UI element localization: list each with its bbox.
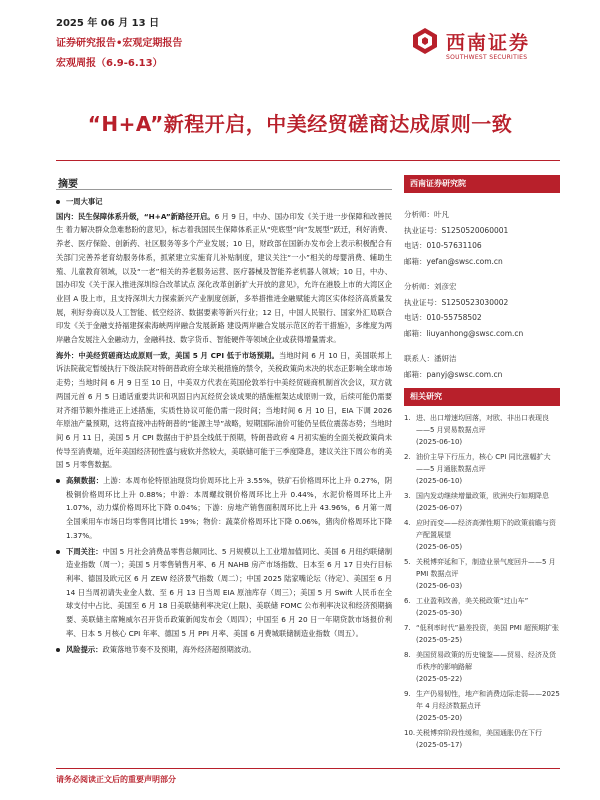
analyst-email[interactable]: 邮箱：liuyanhong@swsc.com.cn [404, 328, 524, 338]
section-next-week [66, 545, 392, 641]
related-item-title: 关税博弈阶段性缓和，美国通胀仍在下行 [416, 729, 542, 737]
related-item-number: 1. [404, 414, 411, 422]
related-item-number: 3. [404, 492, 411, 500]
section-heading: 高频数据： [66, 476, 104, 486]
related-research-item[interactable] [404, 490, 560, 514]
paragraph-text: 6 月 9 日，中办、国办印发《关于进一步保障和改善民生 着力解决群众急难愁盼的意见》，标志着我国民生保障体系正从“兜底型”向“发展型”跃迁，利好消费、养老、医疗保险、创新药、社区服务等多个产业发展；10 日，财政部在国新办发布会上表示积极配合有关部门完善养老育幼服务体系，抓紧建立实施育儿补贴制度，建议关注“一小”相关的母婴消费、辅助生殖、儿童教育领域，以及“一老”相关的养老服务运营、医疗器械及智能养老机器人领域；10 日，中办、国办印发《关于深入推进深圳综合改革试点 深化改革创新扩大开放的意见》，允许在港股上市的大湾区企业回 A 股上市，且支持深圳大力探索新兴产业制度创新，多举措推进金融赋能大湾区实体经济高质量发展，利好券商以及人工智能、低空经济、数据要素等新兴行业；12 日，中国人民银行、国家外汇局联合印发《关于金融支持福建探索海峡两岸融合发展新路 建设两岸融合发展示范区的若干措施》，多维度为两岸融合发展注入金融动力，金融科技、数字货币、智能硬件等领域企业或获得增量需求。 [56, 211, 392, 345]
company-logo [410, 22, 560, 72]
title-divider [56, 160, 560, 161]
related-research-item[interactable] [404, 412, 560, 448]
related-item-date: (2025-06-03) [416, 582, 463, 590]
analyst-phone: 电话：010-55758502 [404, 313, 482, 322]
related-item-number: 6. [404, 597, 411, 605]
section-text: 上游：本周布伦特原油现货均价周环比上升 3.55%，铁矿石价格周环比上升 0.27%，阴极铜价格周环比上升 0.88%；中游：本周螺纹钢价格周环比上升 0.44%，水泥价格周环比上升 1.07%，动力煤价格周环比下降 0.04%；下游：房地产销售面积周环比上升 43.96%，6 月第一周全国乘用车市场日均零售同比增长 19%；物价：蔬菜价格周环比下降 0.06%，猪肉价格周环比下降 1.37%。 [66, 476, 393, 540]
related-research-item[interactable] [404, 556, 560, 592]
related-item-date: (2025-05-25) [416, 636, 463, 644]
paragraph-domestic [56, 210, 392, 347]
footer-divider [56, 768, 560, 769]
paragraph-lead: 海外：中美经贸磋商达成原则一致，美国 5 月 CPI 低于市场预期。 [56, 350, 279, 360]
analyst-list [404, 207, 560, 382]
analyst-name: 分析师：刘彦宏 [404, 282, 457, 291]
related-item-number: 9. [404, 690, 411, 698]
related-item-number: 2. [404, 453, 411, 461]
analyst-cert: 执业证号：S1250523030002 [404, 297, 509, 307]
related-item-date: (2025-05-22) [416, 675, 463, 683]
contact-name: 联系人：潘妍洁 [404, 354, 457, 363]
section-risk [66, 643, 392, 657]
related-research-item[interactable] [404, 649, 560, 685]
paragraph-overseas [56, 349, 392, 472]
related-research-item[interactable] [404, 622, 560, 646]
section-weekly-events [56, 195, 392, 472]
abstract-divider [56, 189, 392, 190]
abstract-body [56, 195, 392, 658]
section-text: 政策落地节奏不及预期，海外经济超预期波动。 [102, 644, 256, 654]
paragraph-text: 当地时间 6 月 10 日，美国联邦上诉法院裁定暂缓执行下级法院对特朗普政府全球关税措施的禁令，关税政策尚未决的状态正影响全球市场走势；当地时间 6 月 9 日至 10 日，中美双方代表在英国伦敦举行中美经贸磋商机制首次会议，双方就两国元首 6 月 5 日通话重要共识和巩固日内瓦经贸会谈成果的措施框架达成原则一致，后续可能仍需要对齐细节额外推进正上述措施，实质性协议可能仍需一段时间；当地时间 6 月 10 日，EIA 下调 2026 年原油产量预期，这将直接冲击特朗普的“能源主导”战略，短期国际油价可能仍呈低位震荡态势；当地时间 6 月 11 日，美国 5 月 CPI 数据由于护县全线低于预期，特朗普政府 4 月初实施的全面关税政策尚未传导至消费端，近年美国经济韧性盛与疲软并然较大，美联储可能于三季度降息，建议关注下周公布的美国 5 月零售数据。 [56, 350, 392, 470]
report-subseries: 宏观周报（6.9-6.13） [56, 58, 163, 69]
related-research-item[interactable] [404, 595, 560, 619]
section-heading: 风险提示： [66, 644, 103, 654]
section-heading: 下周关注： [66, 546, 103, 556]
related-item-title: 应时而变——经济高弹性期下的政策前瞻与资产配置展望 [416, 519, 556, 539]
section-text: 中国 5 月社会消费品零售总额同比、5 月规模以上工业增加值同比、美国 6 月纽约联储制造业指数（周一）；美国 5 月零售销售月率、6 月 NAHB 房产市场指数、日本至 6 月 17 日央行目标利率、德国及欧元区 6 月 ZEW 经济景气指数（周二）；中国 2025 陆家嘴论坛（待定）、美国至 6 月 14 日当周初请失业金人数、至 6 月 13 日当周 EIA 原油库存（周三）；美国 5 月 Swift 人民币在全球支付中占比、美国至 6 月 18 日美联储利率决定(上限)、美联储 FOMC 公布利率决议和经济预期摘要、美联储主席鲍威尔召开货币政策新闻发布会（周四）；中国至 6 月 20 日一年期贷款市场报价利率、日本 5 月核心 CPI 年率、德国 5 月 PPI 月率、美国 6 月费城联储制造业指数（周五）。 [66, 546, 393, 638]
contact-email[interactable]: 邮箱：panyj@swsc.com.cn [404, 369, 503, 379]
related-research-item[interactable] [404, 451, 560, 487]
related-research-item[interactable] [404, 688, 560, 724]
report-date: 2025 年 06 月 13 日 [56, 18, 160, 29]
logo-mark-icon [410, 26, 440, 56]
related-item-date: (2025-06-10) [416, 438, 463, 446]
related-item-title: 工业盈利改善，美关税政策“过山车” [416, 597, 529, 605]
analyst-email[interactable]: 邮箱：yefan@swsc.com.cn [404, 256, 503, 266]
related-item-date: (2025-05-30) [416, 609, 463, 617]
related-item-title: 生产仍易韧性，地产和消费边际走弱——2025 年 4 月经济数据点评 [416, 690, 560, 710]
related-item-title: 关税博弈延和下，制造业景气度回升——5 月 PMI 数据点评 [416, 558, 556, 578]
related-item-date: (2025-05-17) [416, 741, 463, 749]
logo-name-en: SOUTHWEST SECURITIES [446, 54, 528, 61]
related-item-date: (2025-06-05) [416, 543, 463, 551]
report-series: 证券研究报告•宏观定期报告 [56, 38, 183, 49]
related-item-number: 10. [404, 729, 416, 737]
analyst-cert: 执业证号：S1250520060001 [404, 225, 509, 235]
institute-header: 西南证券研究院 [404, 175, 560, 193]
related-item-title: 油价主导下行压力，核心 CPI 同比涨幅扩大——5 月通胀数据点评 [416, 453, 551, 473]
paragraph-lead: 国内：民生保障体系升级，“H+A”新路径开启。 [56, 211, 215, 221]
report-title: “H+A”新程开启，中美经贸磋商达成原则一致 [87, 112, 513, 136]
related-item-number: 7. [404, 624, 411, 632]
abstract-label: 摘要 [58, 179, 78, 190]
footer-disclaimer: 请务必阅读正文后的重要声明部分 [56, 775, 176, 784]
related-item-title: 国内发动继续增量政策，欧洲央行如期降息 [416, 492, 549, 500]
related-item-title: 美国贸易政策的历史镜鉴——贸易、经济及货币秩序的影响路解 [416, 651, 556, 671]
related-item-date: (2025-06-07) [416, 504, 463, 512]
analyst-name: 分析师：叶凡 [404, 210, 449, 219]
logo-name-cn: 西南证券 [446, 32, 531, 54]
related-item-number: 5. [404, 558, 411, 566]
section-heading: 一周大事记 [66, 195, 392, 209]
related-item-number: 4. [404, 519, 411, 527]
related-item-title: 进、出口增速均回落，对欧、非出口表现良——5 月贸易数据点评 [416, 414, 549, 434]
section-high-frequency [66, 474, 392, 543]
related-item-title: “低利率时代”悬差投资，美国 PMI 超预期扩张 [416, 624, 560, 632]
related-item-date: (2025-06-10) [416, 477, 463, 485]
related-research-item[interactable] [404, 727, 560, 751]
related-research-header: 相关研究 [404, 388, 560, 406]
related-research-item[interactable] [404, 517, 560, 553]
related-research-list [404, 412, 560, 751]
sidebar [404, 175, 560, 754]
report-header [56, 14, 182, 69]
related-item-date: (2025-05-20) [416, 714, 463, 722]
related-item-number: 8. [404, 651, 411, 659]
analyst-phone: 电话：010-57631106 [404, 241, 482, 250]
